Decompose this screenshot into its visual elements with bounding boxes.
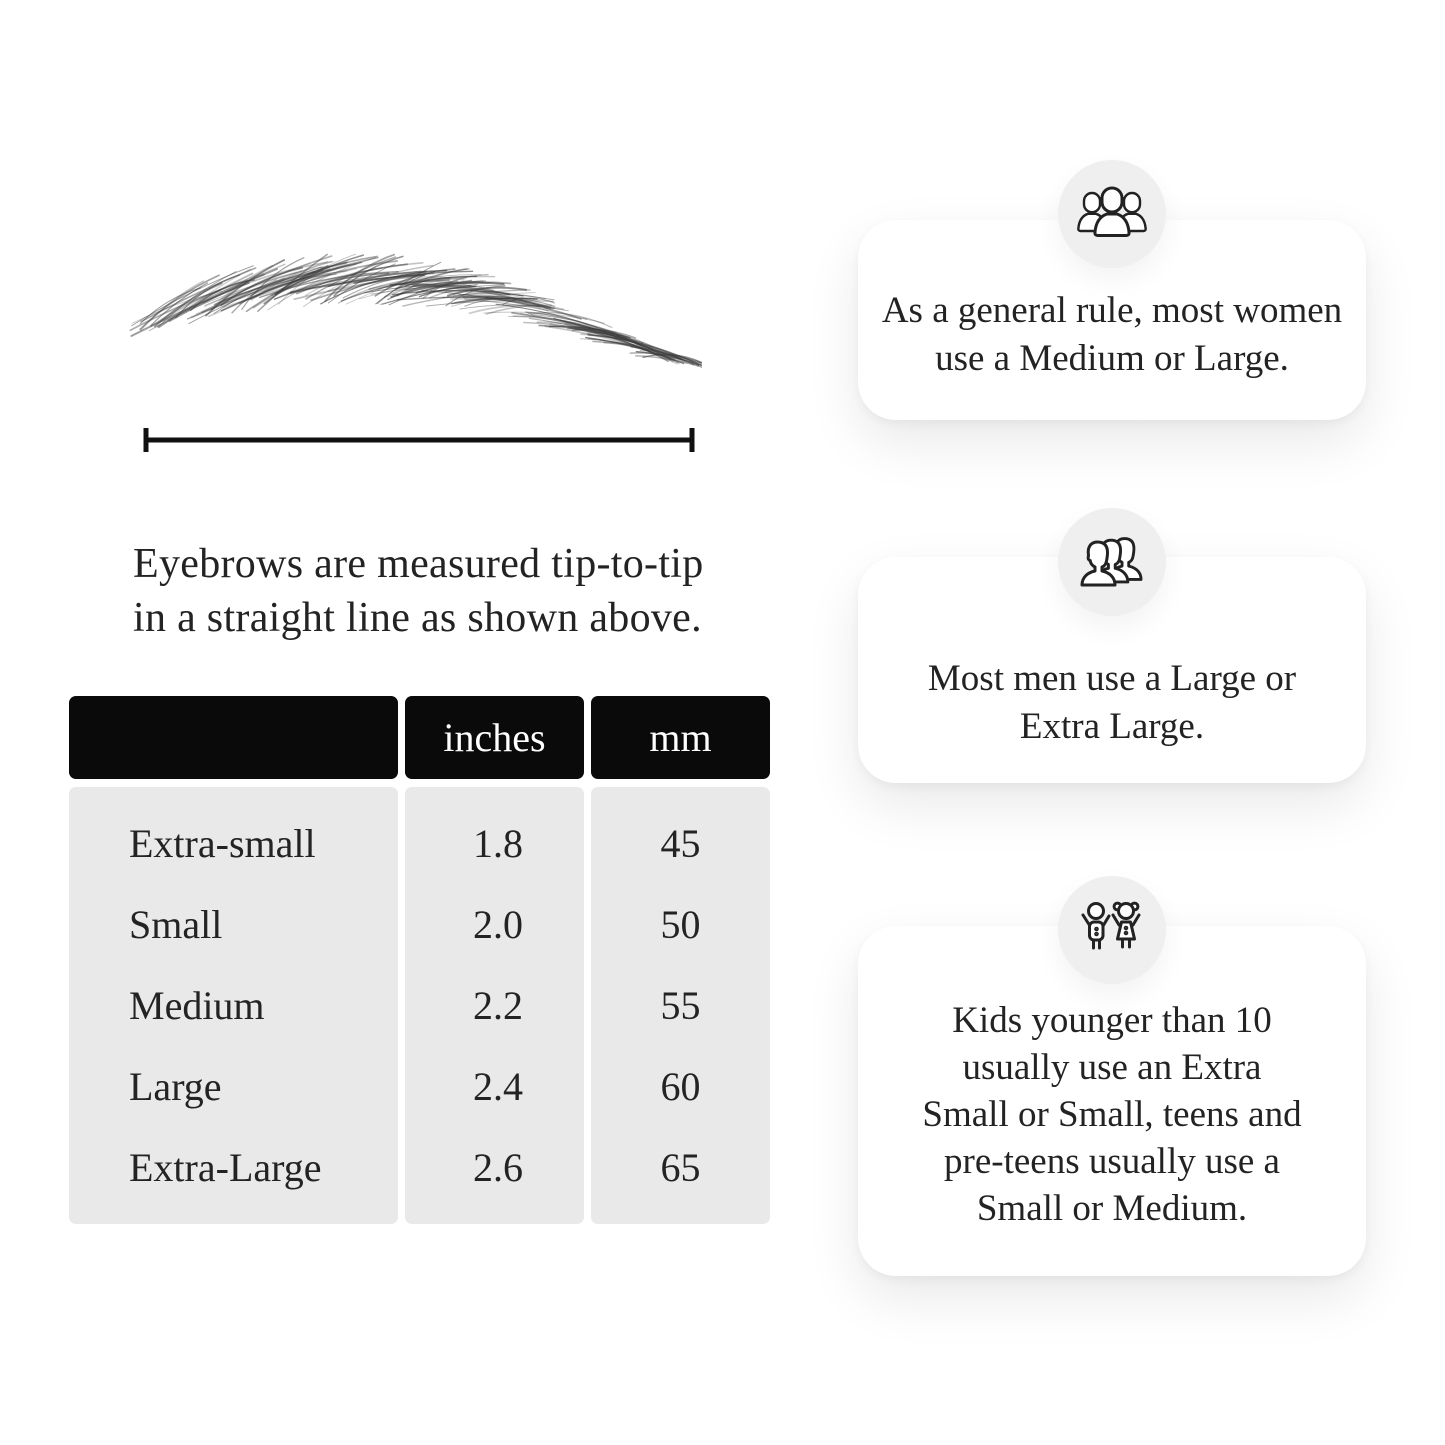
mm-cell: 50 xyxy=(660,902,701,947)
size-cell: Small xyxy=(129,902,223,947)
kids-icon xyxy=(1076,900,1148,960)
inches-cell: 1.8 xyxy=(473,821,523,866)
tip-text-line: usually use an Extra xyxy=(962,1046,1262,1088)
tip-text-line: use a Medium or Large. xyxy=(935,338,1289,379)
mm-cell: 65 xyxy=(660,1145,701,1190)
table-row xyxy=(69,965,770,1046)
women-group-icon xyxy=(1076,184,1148,244)
measurement-caption xyxy=(133,537,704,645)
mm-header-label: mm xyxy=(649,715,712,760)
tip-text-line: Most men use a Large or xyxy=(927,658,1297,699)
tip-text-line: pre-teens usually use a xyxy=(944,1140,1280,1182)
tip-text-line: As a general rule, most women xyxy=(881,290,1343,331)
table-row xyxy=(69,884,770,965)
size-cell: Medium xyxy=(129,983,265,1028)
table-header-mm xyxy=(591,696,770,779)
inches-header-label: inches xyxy=(443,715,546,760)
mm-cell: 45 xyxy=(660,821,701,866)
table-header-size xyxy=(69,696,398,779)
table-row xyxy=(69,1127,770,1208)
table-header-inches xyxy=(405,696,584,779)
tip-card-men-text xyxy=(928,655,1296,751)
tip-card-women-text xyxy=(882,287,1342,383)
tip-card-kids-text xyxy=(922,997,1301,1232)
tip-icon-circle-women xyxy=(1058,160,1166,268)
tip-text-line: Extra Large. xyxy=(1019,706,1205,747)
size-cell: Extra-Large xyxy=(129,1145,322,1190)
tip-icon-circle-kids xyxy=(1058,876,1166,984)
tip-text-line: Small or Small, teens and xyxy=(922,1093,1302,1135)
size-cell: Extra-small xyxy=(129,821,316,866)
tip-text-line: Kids younger than 10 xyxy=(952,999,1272,1041)
tip-text-line: Small or Medium. xyxy=(976,1187,1248,1229)
table-row xyxy=(69,1046,770,1127)
mm-cell: 60 xyxy=(660,1064,701,1109)
tip-icon-circle-men xyxy=(1058,508,1166,616)
inches-cell: 2.4 xyxy=(473,1064,523,1109)
measurement-line xyxy=(138,424,700,456)
caption-line-2: in a straight line as shown above. xyxy=(133,595,702,641)
size-table-rows xyxy=(69,787,770,1224)
men-group-icon xyxy=(1076,532,1148,592)
table-row xyxy=(69,803,770,884)
caption-line-1: Eyebrows are measured tip-to-tip xyxy=(133,541,704,587)
inches-cell: 2.0 xyxy=(473,902,523,947)
eyebrow-sketch xyxy=(110,234,702,396)
inches-cell: 2.2 xyxy=(473,983,523,1028)
size-cell: Large xyxy=(129,1064,222,1109)
inches-cell: 2.6 xyxy=(473,1145,523,1190)
mm-cell: 55 xyxy=(660,983,701,1028)
